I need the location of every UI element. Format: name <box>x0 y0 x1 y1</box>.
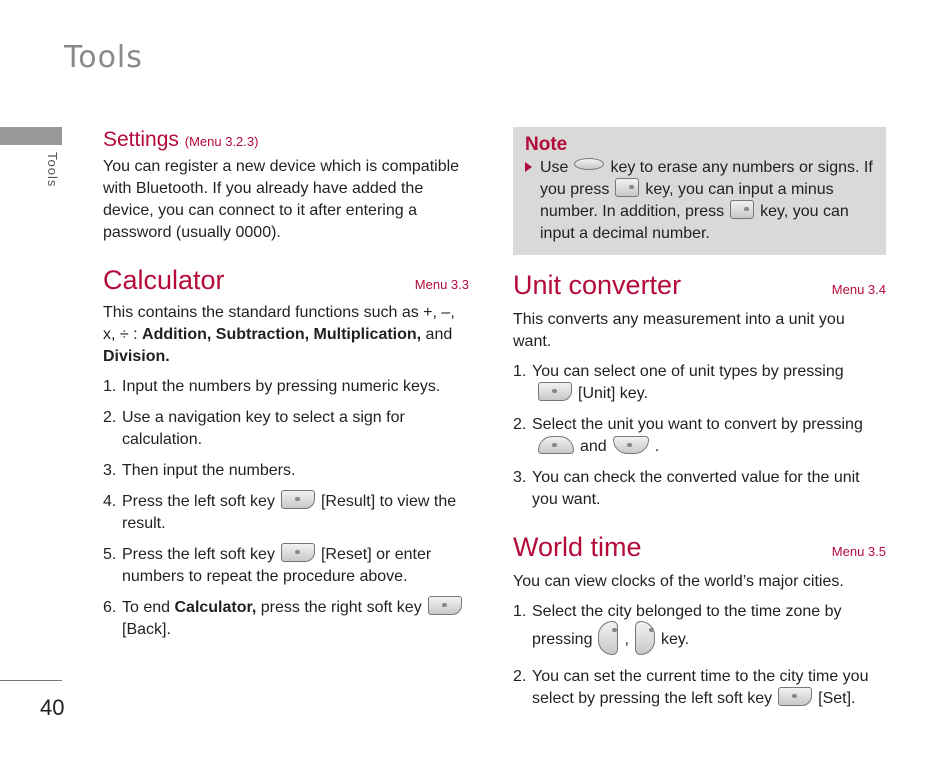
step-number: 1. <box>103 378 117 395</box>
nav-left-icon <box>598 621 618 655</box>
step-text: [Back]. <box>122 621 171 638</box>
settings-menu-ref: (Menu 3.2.3) <box>184 134 259 149</box>
right-column <box>513 127 886 719</box>
calculator-intro-and: and <box>421 326 453 343</box>
step-text: [Result] to view the result. <box>122 493 457 532</box>
note-body <box>525 157 874 245</box>
note-box <box>513 127 886 255</box>
left-soft-key-icon <box>778 687 812 706</box>
unit-converter-menu-ref: Menu 3.4 <box>831 282 886 297</box>
step-number: 1. <box>513 603 527 620</box>
side-tab-bar <box>0 127 62 145</box>
unit-converter-heading: Unit converter <box>513 270 682 300</box>
calculator-heading-row <box>103 264 469 296</box>
list-item <box>103 491 469 535</box>
step-text: Select the city belonged to the time zone by pressing <box>532 603 842 649</box>
calculator-intro <box>103 302 469 368</box>
left-soft-key-icon <box>281 490 315 509</box>
step-text: , <box>624 631 629 649</box>
step-number: 3. <box>513 469 527 486</box>
list-item <box>513 414 886 458</box>
list-item <box>513 601 886 657</box>
step-text: Press the left soft key <box>122 493 275 510</box>
side-tab-label: Tools <box>45 152 60 188</box>
step-text: [Unit] key. <box>578 385 648 402</box>
step-text: and <box>580 438 607 455</box>
right-soft-key-icon <box>428 596 462 615</box>
settings-heading <box>103 126 469 156</box>
step-text: Select the unit you want to convert by pressing <box>532 416 863 433</box>
step-number: 3. <box>103 462 117 479</box>
note-bullet-icon <box>525 162 532 172</box>
step-number: 4. <box>103 493 117 510</box>
settings-body: You can register a new device which is compatible with Bluetooth. If you already have added the device, you can connect to it after entering a password (usually 0000). <box>103 158 460 241</box>
settings-title: Settings <box>103 128 179 151</box>
left-soft-key-icon <box>281 543 315 562</box>
calculator-intro-ops: Addition, Subtraction, Multiplication, <box>142 326 422 343</box>
step-text: Press the left soft key <box>122 546 275 563</box>
list-item <box>103 376 469 398</box>
step-number: 2. <box>103 409 117 426</box>
left-column <box>103 126 469 650</box>
left-soft-key-icon <box>538 382 572 401</box>
step-text: [Set]. <box>818 690 856 707</box>
clear-key-icon <box>574 158 604 170</box>
step-text: You can check the converted value for the unit you want. <box>532 469 860 508</box>
calculator-intro-text: This contains the standard functions such as +, –, x, ÷ : <box>103 304 455 343</box>
step-text-bold: Calculator, <box>174 599 257 616</box>
step-text: Use a navigation key to select a sign for calculation. <box>122 409 405 448</box>
step-text: key. <box>660 631 690 649</box>
step-text: . <box>654 438 660 455</box>
list-item <box>513 361 886 405</box>
world-time-intro: You can view clocks of the world’s major cities. <box>513 573 844 590</box>
step-text: Then input the numbers. <box>122 462 296 479</box>
note-text: key, you can input a minus number. In addition, press <box>540 181 834 220</box>
step-text: To end <box>122 599 175 616</box>
list-item <box>103 544 469 588</box>
unit-converter-intro: This converts any measurement into a unit you want. <box>513 311 845 350</box>
unit-converter-steps <box>513 361 886 511</box>
step-text: You can select one of unit types by pressing <box>532 363 844 380</box>
calculator-menu-ref: Menu 3.3 <box>414 277 469 292</box>
list-item <box>513 467 886 511</box>
note-text: key to erase any numbers or signs. If you press <box>540 159 873 198</box>
list-item <box>103 460 469 482</box>
page-header-title: Tools <box>64 40 143 75</box>
step-number: 2. <box>513 668 527 685</box>
nav-up-icon <box>538 436 574 454</box>
footer-rule <box>0 680 62 681</box>
nav-right-icon <box>635 621 655 655</box>
hash-key-icon <box>730 200 754 219</box>
step-text: press the right soft key <box>256 599 422 616</box>
side-tab <box>46 152 60 212</box>
note-title: Note <box>525 134 568 155</box>
calculator-intro-division: Division. <box>103 348 170 365</box>
nav-down-icon <box>613 436 649 454</box>
step-text: [Reset] or enter numbers to repeat the procedure above. <box>122 546 432 585</box>
step-number: 1. <box>513 363 527 380</box>
world-time-heading: World time <box>513 532 642 562</box>
list-item <box>513 666 886 710</box>
list-item <box>103 597 469 641</box>
step-text: You can set the current time to the city time you select by pressing the left soft key <box>532 668 869 707</box>
world-time-heading-row <box>513 531 886 563</box>
calculator-heading: Calculator <box>103 265 225 295</box>
star-key-icon <box>615 178 639 197</box>
step-number: 2. <box>513 416 527 433</box>
unit-converter-heading-row <box>513 269 886 301</box>
step-number: 6. <box>103 599 117 616</box>
list-item <box>103 407 469 451</box>
page-number: 40 <box>40 695 65 720</box>
world-time-steps <box>513 601 886 710</box>
note-text: key, you can input a decimal number. <box>540 203 849 242</box>
step-text: Input the numbers by pressing numeric keys. <box>122 378 441 395</box>
world-time-menu-ref: Menu 3.5 <box>831 544 886 559</box>
note-text: Use <box>540 159 569 176</box>
step-number: 5. <box>103 546 117 563</box>
calculator-steps <box>103 376 469 641</box>
